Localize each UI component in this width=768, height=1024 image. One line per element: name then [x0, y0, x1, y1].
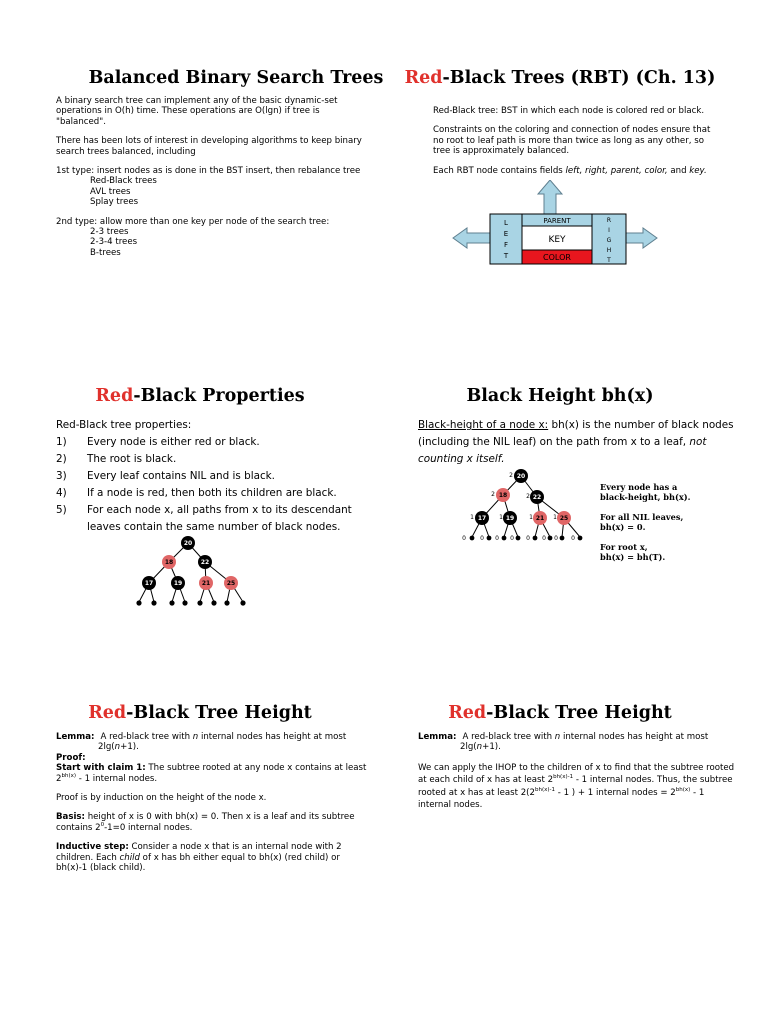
- text-span: n: [114, 742, 121, 753]
- tree-edges: [472, 476, 580, 537]
- lemma-line: [56, 732, 380, 742]
- claim-line: [56, 774, 380, 784]
- text-span: 2lg(: [460, 742, 477, 753]
- property-item: [56, 434, 380, 451]
- slide-balanced-bst: [56, 68, 416, 267]
- title-rest: -Black Trees (RBT) (Ch. 13): [442, 68, 716, 88]
- tree-edges: [139, 543, 243, 602]
- text-span: n: [476, 742, 483, 753]
- item-number: 5): [56, 504, 67, 516]
- node-label: 19: [505, 515, 515, 522]
- bh-label: 0: [526, 535, 530, 542]
- bh-label: 1: [553, 514, 557, 521]
- slide-title: [380, 703, 740, 723]
- paragraph: [56, 217, 416, 259]
- nil-leaf: [240, 600, 245, 605]
- lemma-line: [418, 732, 740, 742]
- slide-body: [380, 732, 740, 811]
- nil-leaf: [136, 600, 141, 605]
- text-span: key.: [689, 165, 707, 176]
- slide-title: [20, 703, 380, 723]
- item-number: 2): [56, 453, 67, 465]
- right-arrow: [626, 228, 657, 248]
- nil-leaf: [211, 600, 216, 605]
- text-span: 2: [56, 773, 62, 784]
- text-line: [418, 774, 740, 786]
- text-span: at each child of x has at least 2: [418, 775, 554, 786]
- text-line: internal nodes.: [418, 800, 483, 811]
- list-item: 2-3 trees: [90, 227, 129, 238]
- nil-leaf: [197, 600, 202, 605]
- right-letter: G: [606, 237, 612, 244]
- nil-leaf: [487, 536, 492, 541]
- property-item: [56, 485, 380, 502]
- item-number: 3): [56, 470, 67, 482]
- step-line: [56, 842, 380, 852]
- note-line: black-height, bh(x).: [600, 492, 691, 502]
- text-span: A red-black tree with: [100, 732, 193, 742]
- title-red-word: Red: [88, 703, 127, 723]
- left-letter: E: [503, 230, 509, 238]
- paragraph: [418, 762, 740, 812]
- superscript: 0: [100, 821, 105, 828]
- bh-label: 2: [526, 493, 530, 500]
- paragraph: [56, 96, 416, 127]
- list-item: B-trees: [90, 247, 121, 258]
- rb-example-tree: [130, 532, 260, 612]
- slide-rb-tree-height-1: [20, 703, 380, 873]
- item-text: The root is black.: [87, 453, 177, 465]
- node-label: 17: [144, 580, 154, 587]
- paragraph: [433, 125, 740, 156]
- slide-body: [20, 417, 380, 536]
- node-label: 20: [183, 540, 193, 547]
- node-label: 19: [173, 580, 183, 587]
- basis-line: [56, 812, 380, 822]
- text-span: of x has bh either equal to bh(x) (red child) or: [139, 852, 340, 863]
- text-span: internal nodes has height at most: [198, 732, 347, 742]
- title-red-word: Red: [95, 386, 134, 406]
- bh-label: 0: [495, 535, 499, 542]
- text-span: height of x is 0 with bh(x) = 0. Then x is a leaf and its subtree: [84, 812, 355, 823]
- parent-label: PARENT: [543, 217, 571, 225]
- text-span: - 1 internal nodes.: [76, 773, 158, 784]
- title-red-word: Red: [404, 68, 443, 88]
- slide-body: [20, 732, 380, 873]
- nil-leaf: [502, 536, 507, 541]
- superscript: bh(x)-1: [553, 774, 574, 781]
- list-item: AVL trees: [90, 186, 131, 197]
- definition-line: [418, 434, 740, 451]
- slide-title: [380, 68, 740, 88]
- superscript: bh(x): [61, 772, 76, 779]
- node-label: 25: [226, 580, 236, 587]
- text-span: +1).: [120, 742, 139, 753]
- text-span: not: [689, 436, 707, 448]
- text-line: no root to leaf path is more than twice as long as any other, so: [433, 135, 704, 146]
- node-label: 22: [200, 559, 210, 566]
- text-line: "balanced".: [56, 116, 106, 127]
- text-span: - 1 ) + 1 internal nodes = 2: [555, 787, 676, 798]
- superscript: bh(x): [675, 786, 691, 793]
- nil-leaf: [533, 536, 538, 541]
- slide-body: [380, 417, 740, 468]
- paragraph: Proof is by induction on the height of the node x.: [56, 793, 267, 804]
- title-red-word: Red: [448, 703, 487, 723]
- left-letter: L: [504, 219, 508, 227]
- text-line: 2nd type: allow more than one key per node of the search tree:: [56, 216, 330, 227]
- bh-label: 2: [491, 491, 495, 498]
- node-label: 17: [477, 515, 487, 522]
- text-line: search trees balanced, including: [56, 146, 196, 157]
- color-label: COLOR: [543, 253, 571, 262]
- key-label: KEY: [548, 235, 566, 245]
- slide-rbt-intro: [380, 68, 740, 185]
- parent-arrow: [538, 180, 562, 214]
- paragraph: [433, 166, 740, 176]
- text-span: A red-black tree with: [462, 732, 555, 742]
- slide-title: Black Height bh(x): [466, 386, 654, 406]
- paragraph: [56, 166, 416, 208]
- text-span: (including the NIL leaf) on the path from x to a leaf,: [418, 436, 690, 448]
- right-letter: T: [607, 257, 611, 264]
- property-item: [56, 468, 380, 485]
- note-line: For root x,: [600, 542, 648, 552]
- nil-leaf: [470, 536, 475, 541]
- text-line: Constraints on the coloring and connection of nodes ensure that: [433, 125, 711, 136]
- text-span: -1=0 internal nodes.: [104, 822, 193, 833]
- text-span: 2lg(: [98, 742, 115, 753]
- right-letter: H: [606, 247, 612, 254]
- node-label: 22: [532, 494, 542, 501]
- text-span: - 1: [690, 787, 705, 798]
- bh-label: 0: [462, 535, 466, 542]
- slide-body: [56, 96, 416, 258]
- left-letter: T: [503, 252, 509, 260]
- step-label: Inductive step:: [56, 842, 129, 853]
- intro-text: Red-Black tree properties:: [56, 419, 192, 431]
- node-label: 18: [498, 492, 508, 499]
- item-text: Every leaf contains NIL and is black.: [87, 470, 275, 482]
- text-span: child: [119, 852, 140, 863]
- bh-label: 0: [554, 535, 558, 542]
- black-height-notes: [600, 482, 690, 562]
- list-item: Red-Black trees: [90, 176, 157, 187]
- node-label: 21: [535, 515, 545, 522]
- node-label: 25: [559, 515, 569, 522]
- definition-line: [418, 417, 740, 434]
- claim-line: [56, 763, 380, 773]
- text-line: tree is approximately balanced.: [433, 146, 570, 157]
- item-number: 1): [56, 436, 67, 448]
- superscript: bh(x)-1: [535, 786, 556, 793]
- step-line: [56, 853, 380, 863]
- nil-leaf: [182, 600, 187, 605]
- note-line: bh(x) = bh(T).: [600, 552, 666, 562]
- text-line: 1st type: insert nodes as is done in the BST insert, then rebalance tree: [56, 166, 361, 177]
- item-text: For each node x, all paths from x to its descendant: [87, 504, 352, 516]
- basis-line: [56, 823, 380, 833]
- text-line: A binary search tree can implement any of the basic dynamic-set: [56, 96, 338, 106]
- item-number: 4): [56, 487, 67, 499]
- lemma-line: [418, 742, 740, 752]
- proof-label: Proof:: [56, 752, 86, 763]
- node-label: 21: [201, 580, 211, 587]
- item-text: If a node is red, then both its children are black.: [87, 487, 337, 499]
- lemma-label: Lemma:: [56, 732, 95, 742]
- left-letter: F: [503, 241, 509, 249]
- list-item: 2-3-4 trees: [90, 237, 138, 248]
- bh-label: 0: [542, 535, 546, 542]
- title-rest: -Black Tree Height: [486, 703, 672, 723]
- node-label: 20: [516, 473, 526, 480]
- nil-leaf: [151, 600, 156, 605]
- text-span: children. Each: [56, 852, 120, 863]
- paragraph: [56, 136, 416, 157]
- bh-label: 2: [509, 472, 513, 479]
- slide-title: Balanced Binary Search Trees: [88, 68, 384, 88]
- item-continuation: leaves contain the same number of black nodes.: [87, 521, 341, 533]
- rbt-node-diagram: [450, 180, 670, 280]
- right-letter: R: [606, 217, 612, 224]
- slide-body: [380, 106, 740, 176]
- nil-leaf: [578, 536, 583, 541]
- text-span: rooted at x has at least 2(2: [418, 787, 535, 798]
- slide-rb-properties: [20, 386, 380, 536]
- nil-leaf: [560, 536, 565, 541]
- text-span: Each RBT node contains fields: [433, 165, 566, 176]
- note-line: bh(x) = 0.: [600, 522, 646, 532]
- claim-label: Start with claim 1:: [56, 763, 146, 774]
- title-rest: -Black Properties: [133, 386, 305, 406]
- nil-leaf: [224, 600, 229, 605]
- slide-title: [20, 386, 380, 406]
- text-line: We can apply the IHOP to the children of x to find that the subtree rooted: [418, 762, 735, 773]
- text-span: and: [667, 165, 690, 176]
- text-span: - 1 internal nodes. Thus, the subtree: [573, 775, 733, 786]
- note-line: Every node has a: [600, 482, 678, 492]
- step-line: bh(x)-1 (black child).: [56, 863, 146, 874]
- item-text: Every node is either red or black.: [87, 436, 260, 448]
- bh-label: 0: [571, 535, 575, 542]
- text-span: n: [554, 732, 561, 742]
- title-rest: -Black Tree Height: [126, 703, 312, 723]
- note-line: For all NIL leaves,: [600, 512, 684, 522]
- bh-label: 1: [529, 514, 533, 521]
- nil-leaf: [169, 600, 174, 605]
- nil-leaves: [136, 600, 245, 605]
- nil-leaf: [516, 536, 521, 541]
- lemma-label: Lemma:: [418, 732, 457, 742]
- text-span: left, right, parent, color,: [565, 165, 668, 176]
- node-label: 18: [164, 559, 174, 566]
- bh-label: 0: [480, 535, 484, 542]
- bh-label: 0: [510, 535, 514, 542]
- nil-leaf: [548, 536, 553, 541]
- text-line: There has been lots of interest in developing algorithms to keep binary: [56, 136, 362, 147]
- list-item: Splay trees: [90, 197, 139, 208]
- black-height-tree: [456, 466, 616, 546]
- definition-line: counting x itself.: [418, 453, 505, 465]
- bh-label: 1: [470, 514, 474, 521]
- property-item: [56, 502, 380, 519]
- text-span: internal nodes has height at most: [560, 732, 709, 742]
- text-line: operations in O(h) time. These operations are O(lgn) if tree is: [56, 106, 320, 117]
- text-span: +1).: [482, 742, 501, 753]
- basis-label: Basis:: [56, 812, 85, 823]
- text-span: Consider a node x that is an internal node with 2: [128, 842, 342, 853]
- slide-rb-tree-height-2: [380, 703, 740, 811]
- left-arrow: [453, 228, 490, 248]
- text-span: contains 2: [56, 822, 101, 833]
- text-span: bh(x) is the number of black nodes: [548, 419, 734, 431]
- right-letter: I: [608, 227, 610, 234]
- term: Black-height of a node x:: [418, 419, 549, 431]
- text-span: n: [192, 732, 199, 742]
- text-line: [418, 787, 740, 799]
- text-span: The subtree rooted at any node x contains at least: [145, 763, 367, 774]
- paragraph: Red-Black tree: BST in which each node is colored red or black.: [433, 106, 705, 116]
- bh-label: 1: [499, 514, 503, 521]
- property-item: [56, 451, 380, 468]
- slide-black-height: [380, 386, 740, 468]
- lemma-line: [56, 742, 380, 752]
